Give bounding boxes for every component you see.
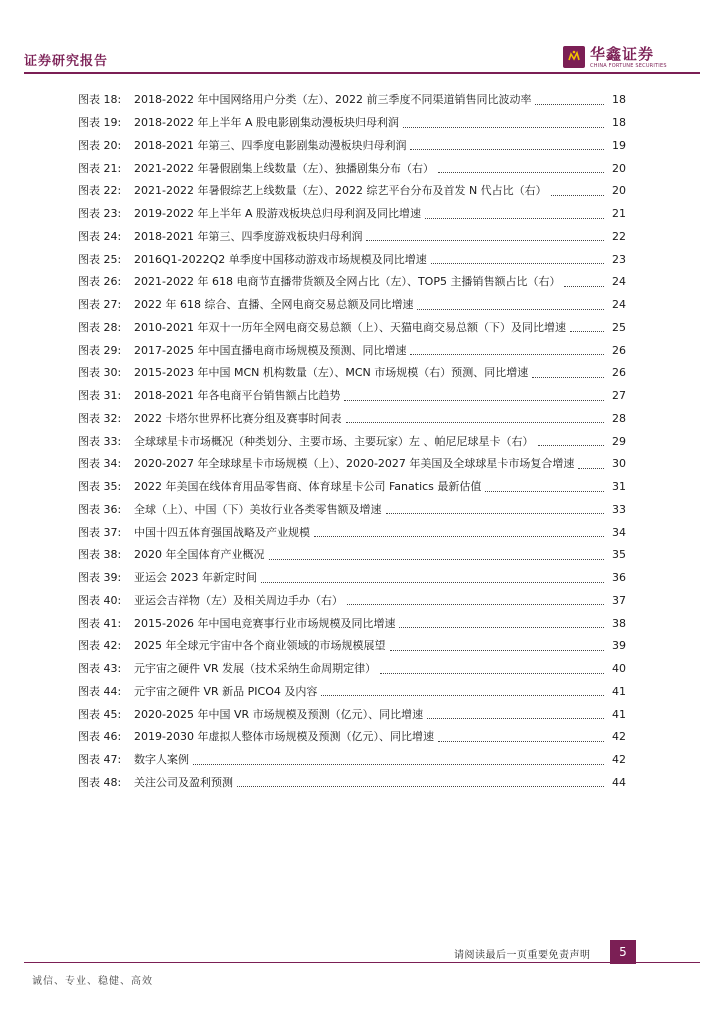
- toc-entry-label: 图表 21:: [78, 161, 122, 175]
- toc-dot-leader: [538, 445, 605, 446]
- toc-entry-title: 2022 卡塔尔世界杯比赛分组及赛事时间表: [134, 411, 342, 425]
- disclaimer-note: 请阅读最后一页重要免责声明: [454, 950, 591, 961]
- toc-entry-page: 28: [612, 411, 626, 425]
- figure-list: [78, 89, 626, 794]
- toc-entry[interactable]: [78, 590, 626, 613]
- toc-entry-page: 19: [612, 138, 626, 152]
- toc-entry-title: 2021-2022 年暑假综艺上线数量（左）、2022 综艺平台分布及首发 N 代占比（右）: [134, 184, 547, 198]
- toc-dot-leader: [347, 604, 604, 605]
- toc-entry-label: 图表 24:: [78, 229, 122, 243]
- logo-chinese-name: 华鑫证券: [590, 45, 655, 63]
- company-logo: [563, 46, 667, 70]
- toc-entry-label: 图表 26:: [78, 275, 122, 289]
- toc-entry-page: 22: [612, 229, 626, 243]
- toc-entry-page: 24: [612, 298, 626, 312]
- toc-entry[interactable]: [78, 248, 626, 271]
- toc-dot-leader: [438, 741, 604, 742]
- toc-dot-leader: [269, 559, 605, 560]
- toc-dot-leader: [410, 354, 604, 355]
- toc-entry-title: 2010-2021 年双十一历年全网电商交易总额（上）、天猫电商交易总额（下）及同比增速: [134, 320, 566, 334]
- toc-entry-label: 图表 48:: [78, 775, 122, 789]
- toc-entry-title: 2017-2025 年中国直播电商市场规模及预测、同比增速: [134, 343, 407, 357]
- toc-entry-title: 2019-2030 年虚拟人整体市场规模及预测（亿元）、同比增速: [134, 730, 434, 744]
- toc-entry[interactable]: [78, 499, 626, 522]
- toc-dot-leader: [410, 149, 604, 150]
- toc-dot-leader: [314, 536, 604, 537]
- toc-entry-title: 2018-2022 年上半年 A 股电影剧集动漫板块归母利润: [134, 116, 399, 130]
- toc-entry-title: 元宇宙之硬件 VR 新品 PICO4 及内容: [134, 684, 318, 698]
- toc-entry[interactable]: [78, 294, 626, 317]
- toc-entry-label: 图表 46:: [78, 730, 122, 744]
- toc-entry[interactable]: [78, 453, 626, 476]
- toc-dot-leader: [570, 331, 604, 332]
- toc-entry[interactable]: [78, 681, 626, 704]
- toc-entry-title: 2021-2022 年暑假剧集上线数量（左）、独播剧集分布（右）: [134, 161, 434, 175]
- toc-entry-title: 2020-2025 年中国 VR 市场规模及预测（亿元）、同比增速: [134, 707, 424, 721]
- toc-entry[interactable]: [78, 135, 626, 158]
- toc-entry-title: 2022 年美国在线体育用品零售商、体育球星卡公司 Fanatics 最新估值: [134, 480, 482, 494]
- toc-entry[interactable]: [78, 749, 626, 772]
- toc-entry-page: 27: [612, 389, 626, 403]
- toc-dot-leader: [532, 377, 604, 378]
- toc-dot-leader: [425, 218, 604, 219]
- toc-dot-leader: [193, 764, 604, 765]
- toc-entry-title: 元宇宙之硬件 VR 发展（技术采纳生命周期定律）: [134, 662, 377, 676]
- toc-entry-title: 2018-2022 年中国网络用户分类（左）、2022 前三季度不同渠道销售同比波动率: [134, 93, 532, 107]
- toc-entry-label: 图表 39:: [78, 571, 122, 585]
- toc-entry[interactable]: [78, 203, 626, 226]
- toc-dot-leader: [485, 491, 604, 492]
- toc-dot-leader: [344, 400, 604, 401]
- toc-entry-label: 图表 41:: [78, 616, 122, 630]
- toc-entry-label: 图表 19:: [78, 116, 122, 130]
- toc-dot-leader: [403, 127, 604, 128]
- toc-entry[interactable]: [78, 317, 626, 340]
- toc-dot-leader: [438, 172, 604, 173]
- toc-entry[interactable]: [78, 180, 626, 203]
- toc-entry[interactable]: [78, 271, 626, 294]
- logo-mark-icon: [563, 46, 585, 68]
- toc-entry-label: 图表 45:: [78, 707, 122, 721]
- toc-dot-leader: [386, 513, 605, 514]
- toc-entry[interactable]: [78, 408, 626, 431]
- toc-entry-title: 2019-2022 年上半年 A 股游戏板块总归母利润及同比增速: [134, 207, 421, 221]
- toc-entry-label: 图表 28:: [78, 320, 122, 334]
- toc-entry[interactable]: [78, 362, 626, 385]
- toc-entry-title: 2016Q1-2022Q2 单季度中国移动游戏市场规模及同比增速: [134, 252, 427, 266]
- toc-entry[interactable]: [78, 521, 626, 544]
- toc-entry-page: 42: [612, 730, 626, 744]
- toc-entry-title: 2015-2026 年中国电竞赛事行业市场规模及同比增速: [134, 616, 396, 630]
- toc-entry-label: 图表 37:: [78, 525, 122, 539]
- toc-entry[interactable]: [78, 339, 626, 362]
- toc-entry-page: 18: [612, 116, 626, 130]
- toc-entry[interactable]: [78, 772, 626, 795]
- toc-entry-page: 42: [612, 753, 626, 767]
- toc-entry-title: 全球球星卡市场概况（种类划分、主要市场、主要玩家）左 、帕尼尼球星卡（右）: [134, 434, 534, 448]
- toc-entry-title: 2020 年全国体育产业概况: [134, 548, 265, 562]
- toc-entry-page: 41: [612, 684, 626, 698]
- toc-entry-label: 图表 35:: [78, 480, 122, 494]
- toc-entry-page: 38: [612, 616, 626, 630]
- toc-dot-leader: [346, 422, 605, 423]
- toc-entry-title: 2022 年 618 综合、直播、全网电商交易总额及同比增速: [134, 298, 414, 312]
- toc-entry-title: 2018-2021 年各电商平台销售额占比趋势: [134, 389, 341, 403]
- toc-entry-label: 图表 20:: [78, 138, 122, 152]
- toc-entry-page: 37: [612, 593, 626, 607]
- toc-entry-title: 关注公司及盈利预测: [134, 775, 233, 789]
- toc-entry-title: 数字人案例: [134, 753, 189, 767]
- toc-dot-leader: [366, 240, 604, 241]
- toc-entry[interactable]: [78, 226, 626, 249]
- page-number-badge: 5: [610, 940, 636, 964]
- toc-entry-page: 20: [612, 161, 626, 175]
- toc-dot-leader: [237, 786, 604, 787]
- toc-entry-title: 2021-2022 年 618 电商节直播带货额及全网占比（左）、TOP5 主播销售额占比（右）: [134, 275, 561, 289]
- toc-entry-label: 图表 27:: [78, 298, 122, 312]
- toc-entry-page: 26: [612, 343, 626, 357]
- toc-entry-page: 31: [612, 480, 626, 494]
- toc-entry[interactable]: [78, 726, 626, 749]
- toc-entry-label: 图表 33:: [78, 434, 122, 448]
- toc-entry-label: 图表 34:: [78, 457, 122, 471]
- toc-entry-page: 25: [612, 320, 626, 334]
- toc-entry[interactable]: [78, 89, 626, 112]
- toc-entry[interactable]: [78, 476, 626, 499]
- header-divider: [24, 72, 700, 74]
- toc-entry-label: 图表 23:: [78, 207, 122, 221]
- toc-entry-page: 20: [612, 184, 626, 198]
- toc-entry-label: 图表 29:: [78, 343, 122, 357]
- toc-dot-leader: [417, 309, 604, 310]
- toc-entry-page: 34: [612, 525, 626, 539]
- report-type-title: 证券研究报告: [24, 54, 109, 69]
- toc-entry-page: 36: [612, 571, 626, 585]
- toc-entry[interactable]: [78, 385, 626, 408]
- toc-entry-label: 图表 47:: [78, 753, 122, 767]
- toc-entry-title: 2015-2023 年中国 MCN 机构数量（左）、MCN 市场规模（右）预测、同比增速: [134, 366, 529, 380]
- toc-dot-leader: [564, 286, 604, 287]
- toc-entry[interactable]: [78, 567, 626, 590]
- footer-divider: [24, 962, 700, 963]
- toc-entry-label: 图表 43:: [78, 662, 122, 676]
- toc-dot-leader: [535, 104, 604, 105]
- toc-entry-label: 图表 25:: [78, 252, 122, 266]
- toc-entry[interactable]: [78, 703, 626, 726]
- toc-entry-title: 2025 年全球元宇宙中各个商业领域的市场规模展望: [134, 639, 386, 653]
- toc-entry-title: 2020-2027 年全球球星卡市场规模（上）、2020-2027 年美国及全球球星卡市场复合增速: [134, 457, 575, 471]
- toc-entry-label: 图表 40:: [78, 593, 122, 607]
- toc-entry-page: 30: [612, 457, 626, 471]
- toc-entry-page: 26: [612, 366, 626, 380]
- toc-entry-label: 图表 22:: [78, 184, 122, 198]
- toc-entry-title: 全球（上）、中国（下）美妆行业各类零售额及增速: [134, 502, 382, 516]
- toc-entry-page: 41: [612, 707, 626, 721]
- logo-english-name: CHINA FORTUNE SECURITIES: [590, 63, 667, 69]
- toc-entry-page: 39: [612, 639, 626, 653]
- toc-dot-leader: [431, 263, 604, 264]
- toc-dot-leader: [427, 718, 604, 719]
- toc-entry[interactable]: [78, 544, 626, 567]
- toc-entry-title: 2018-2021 年第三、四季度电影剧集动漫板块归母利润: [134, 138, 407, 152]
- toc-entry-page: 21: [612, 207, 626, 221]
- toc-entry-page: 40: [612, 662, 626, 676]
- toc-entry-title: 亚运会吉祥物（左）及相关周边手办（右）: [134, 593, 343, 607]
- toc-dot-leader: [390, 650, 605, 651]
- toc-dot-leader: [321, 695, 604, 696]
- toc-dot-leader: [399, 627, 604, 628]
- toc-entry-page: 44: [612, 775, 626, 789]
- toc-entry-label: 图表 31:: [78, 389, 122, 403]
- toc-dot-leader: [380, 673, 604, 674]
- toc-entry[interactable]: [78, 658, 626, 681]
- toc-entry-title: 中国十四五体育强国战略及产业规模: [134, 525, 310, 539]
- toc-entry-page: 29: [612, 434, 626, 448]
- company-motto: 诚信、专业、稳健、高效: [32, 976, 153, 987]
- toc-entry[interactable]: [78, 157, 626, 180]
- toc-entry[interactable]: [78, 112, 626, 135]
- toc-entry-label: 图表 44:: [78, 684, 122, 698]
- toc-entry-label: 图表 42:: [78, 639, 122, 653]
- toc-entry-title: 亚运会 2023 年新定时间: [134, 571, 257, 585]
- toc-entry-label: 图表 18:: [78, 93, 122, 107]
- toc-entry-page: 33: [612, 502, 626, 516]
- toc-dot-leader: [551, 195, 604, 196]
- toc-entry-label: 图表 32:: [78, 411, 122, 425]
- toc-dot-leader: [261, 582, 604, 583]
- toc-entry[interactable]: [78, 612, 626, 635]
- toc-entry[interactable]: [78, 430, 626, 453]
- toc-entry-label: 图表 30:: [78, 366, 122, 380]
- toc-entry-page: 23: [612, 252, 626, 266]
- toc-entry-title: 2018-2021 年第三、四季度游戏板块归母利润: [134, 229, 363, 243]
- toc-entry-page: 24: [612, 275, 626, 289]
- toc-entry-label: 图表 36:: [78, 502, 122, 516]
- toc-entry-page: 18: [612, 93, 626, 107]
- toc-entry-label: 图表 38:: [78, 548, 122, 562]
- toc-entry[interactable]: [78, 635, 626, 658]
- toc-dot-leader: [578, 468, 604, 469]
- toc-entry-page: 35: [612, 548, 626, 562]
